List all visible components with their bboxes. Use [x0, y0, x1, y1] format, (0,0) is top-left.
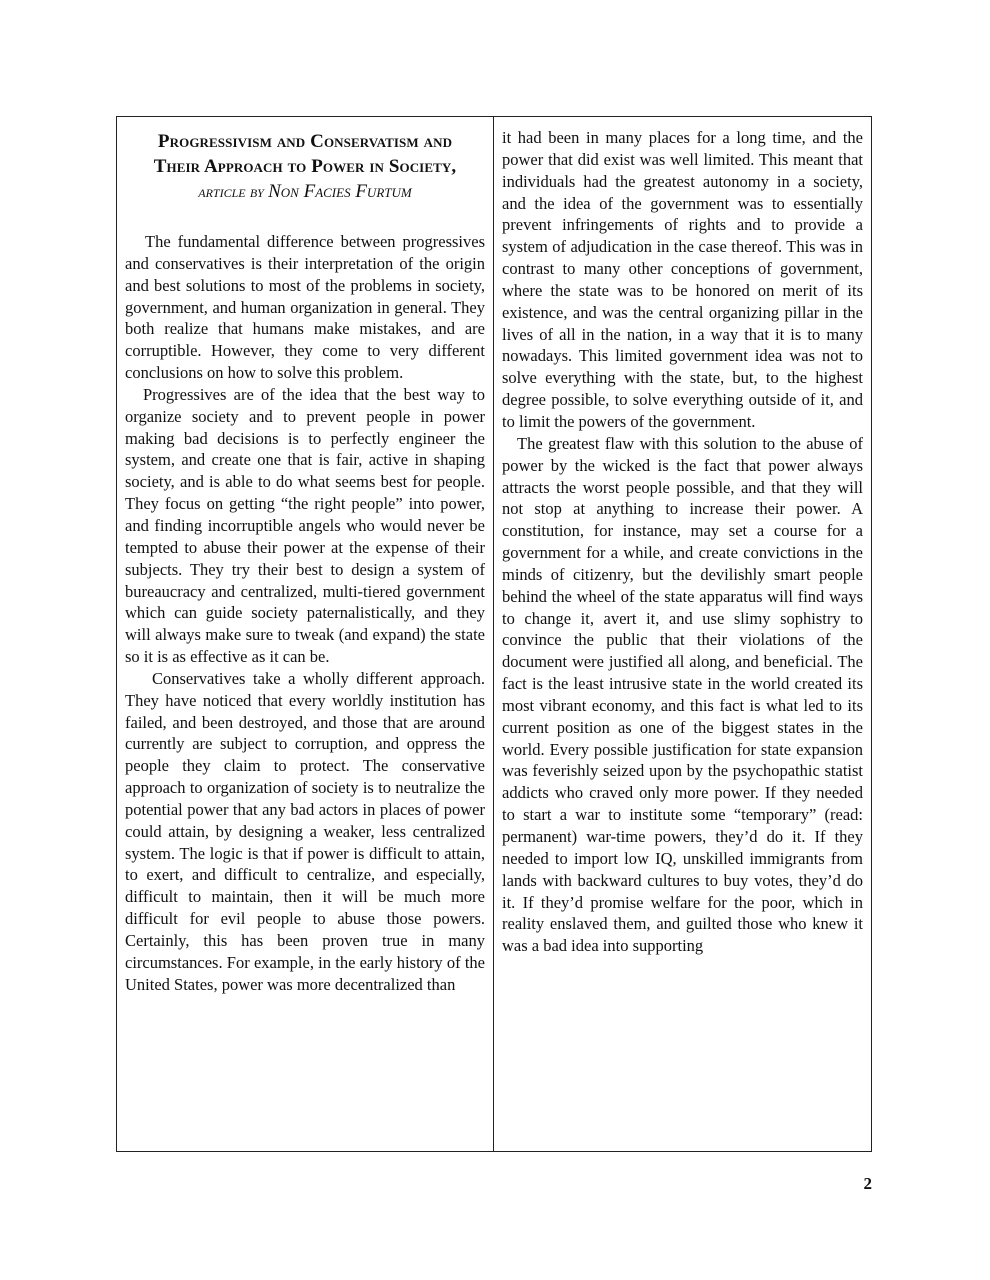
paragraph: Progressives are of the idea that the best way to organize society and to prevent people in power making bad decisions is to perfectly engineer the system, and create one that is fair, active in shaping society, and is able to do what seems best for people. They focus on getting “the right people” into power, and finding incorruptible angels who would never be tempted to abuse their power at the expense of their subjects. They try their best to design a system of bureaucracy and centralized, multi-tiered government which can guide society paternalistically, and they will always make sure to tweak (and expand) the state so it is as effective as it can be. — [125, 384, 485, 667]
article-byline — [125, 181, 485, 203]
article-title — [125, 129, 485, 179]
paragraph: it had been in many places for a long time, and the power that did exist was well limited. This meant that individuals had the greatest autonomy in a society, and the idea of the government was to essentially prevent infringements of rights and to provide a system of adjudication in the case thereof. This was in contrast to many other conceptions of government, where the state was to be honored on merit of its existence, and was the central organizing pillar in the lives of all in the nation, in a way that it is to many nowadays. This limited government idea was not to solve everything with the state, but, to the highest degree possible, to solve everything outside of it, and to limit the powers of the government. — [502, 128, 863, 431]
page-number: 2 — [863, 1174, 872, 1193]
right-column — [494, 117, 871, 1151]
paragraph: The greatest flaw with this solution to the abuse of power by the wicked is the fact that power always attracts the worst people possible, and that they will not stop at anything to increase their power. A constitution, for instance, may set a course for a government for a while, and create convictions in the minds of citizenry, but the devilishly smart people behind the wheel of the state apparatus will find ways to change it, avert it, and use slimy sophistry to convince the public that their violations of the document were justified all along, and beneficial. The fact is the least intrusive state in the world created its most vibrant economy, and this fact is what led to its current position as one of the biggest states in the world. Every possible justification for state expansion was feverishly seized upon by the psychopathic statist addicts who craved only more power. If they needed to start a war to institute some “temporary” (read: permanent) war-time powers, they’d do it. If they needed to import low IQ, unskilled immigrants from lands with backward cultures to buy votes, they’d do it. If they’d promise welfare for the poor, which in reality enslaved them, and guilted those who knew it was a bad idea into supporting — [502, 433, 863, 956]
left-column — [117, 117, 494, 1151]
title-line-2: Their Approach to Power in Society, — [153, 156, 457, 177]
author-name: Non Facies Furtum — [268, 181, 412, 202]
paragraph: The fundamental difference between progressives and conservatives is their interpretation of the origin and best solutions to most of the problems in society, government, and human organization in general. They both realize that humans make mistakes, and are corruptible. However, they come to very different conclusions on how to solve this problem. — [125, 232, 485, 383]
title-line-1: Progressivism and Conservatism and — [157, 131, 453, 152]
byline-prefix: article by — [198, 182, 264, 201]
paragraph: Conservatives take a wholly different approach. They have noticed that every worldly institution has failed, and been destroyed, and those that are around currently are subject to corruption, and oppress the people they claim to protect. The conservative approach to organization of society is to neutralize the potential power that any bad actors in places of power could attain, by designing a weaker, less centralized system. The logic is that if power is difficult to attain, to exert, and difficult to centralize, and especially, difficult to maintain, then it will be much more difficult for evil people to abuse those powers. Certainly, this has been proven true in many circumstances. For example, in the early history of the United States, power was more decentralized than — [125, 668, 485, 994]
article-frame — [116, 116, 872, 1152]
